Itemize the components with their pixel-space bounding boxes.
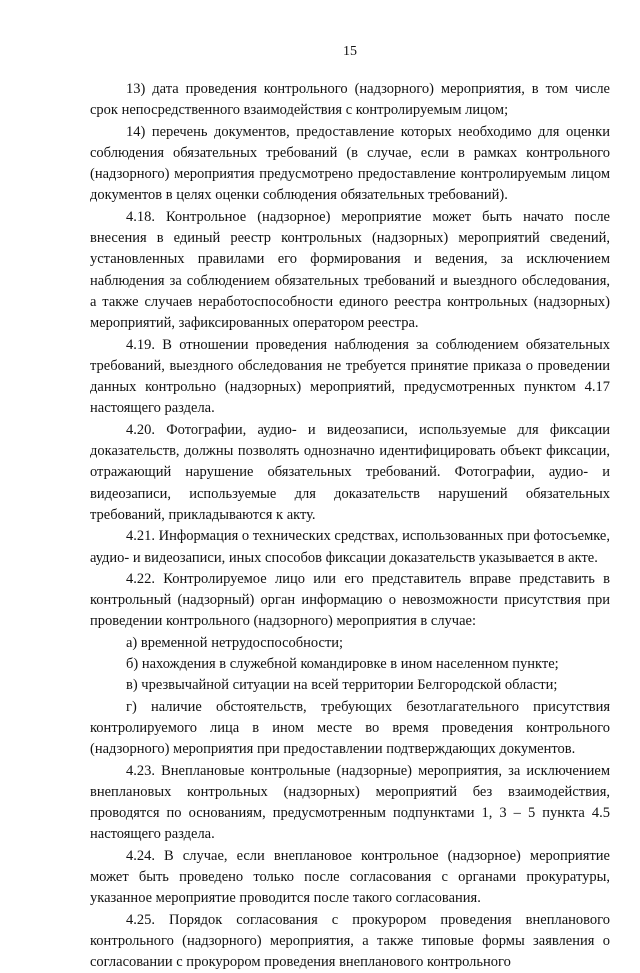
paragraph-4-20: 4.20. Фотографии, аудио- и видеозаписи, используемые для фиксации доказательств, должны позволять однозначно идентифицировать объект фиксации, отражающий нарушение обязательных требований. Фотографии, аудио- и видеозаписи, используемые для доказательств нарушений обязательных требований, прикладываются к акту. bbox=[90, 421, 610, 523]
paragraph-4-22-b: б) нахождения в служебной командировке в ином населенном пункте; bbox=[126, 656, 559, 673]
paragraph-4-24: 4.24. В случае, если внеплановое контрольное (надзорное) мероприятие может быть проведено только после согласования с органами прокуратуры, указанное мероприятие проводится после такого согласования. bbox=[90, 847, 610, 907]
paragraph-4-22-v: в) чрезвычайной ситуации на всей территории Белгородской области; bbox=[126, 677, 558, 694]
document-body bbox=[90, 79, 610, 973]
paragraph-4-21: 4.21. Информация о технических средствах, использованных при фотосъемке, аудио- и видеозаписи, иных способов фиксации доказательств указывается в акте. bbox=[90, 528, 610, 566]
paragraph-4-22: 4.22. Контролируемое лицо или его представитель вправе представить в контрольный (надзорный) орган информацию о невозможности присутствия при проведении контрольного (надзорного) мероприятия в случае: bbox=[90, 570, 610, 630]
page-number: 15 bbox=[343, 44, 357, 59]
paragraph-item-14: 14) перечень документов, предоставление которых необходимо для оценки соблюдения обязательных требований (в случае, если в рамках контрольного (надзорного) мероприятия предусмотрено предоставление контролируемым лицом документов в целях оценки соблюдения обязательных требований). bbox=[90, 123, 610, 204]
paragraph-4-23: 4.23. Внеплановые контрольные (надзорные) мероприятия, за исключением внеплановых контрольных (надзорных) мероприятий без взаимодействия, проводятся по основаниям, предусмотренным подпунктами 1, 3 – 5 пункта 4.5 настоящего раздела. bbox=[90, 762, 610, 843]
paragraph-4-18: 4.18. Контрольное (надзорное) мероприятие может быть начато после внесения в единый реестр контрольных (надзорных) мероприятий сведений, установленных правилами его формирования и ведения, за исключением наблюдения за соблюдением обязательных требований и выездного обследования, а также случаев неработоспособности единого реестра контрольных (надзорных) мероприятий, зафиксированных оператором реестра. bbox=[90, 208, 610, 332]
paragraph-4-22-a: а) временной нетрудоспособности; bbox=[126, 634, 344, 651]
paragraph-4-19: 4.19. В отношении проведения наблюдения за соблюдением обязательных требований, выездного обследования не требуется принятие приказа о проведении данных контрольно (надзорных) мероприятий, предусмотренных пунктом 4.17 настоящего раздела. bbox=[90, 336, 610, 417]
paragraph-4-22-g: г) наличие обстоятельств, требующих безотлагательного присутствия контролируемого лица в ином месте во время проведения контрольного (надзорного) мероприятия при предоставлении подтверждающих документов. bbox=[90, 698, 610, 758]
paragraph-item-13: 13) дата проведения контрольного (надзорного) мероприятия, в том числе срок непосредственного взаимодействия с контролируемым лицом; bbox=[90, 81, 610, 119]
paragraph-4-25: 4.25. Порядок согласования с прокурором проведения внепланового контрольного (надзорного) мероприятия, а также типовые формы заявления о согласовании с прокурором проведения внепланового контрольного bbox=[90, 911, 610, 971]
